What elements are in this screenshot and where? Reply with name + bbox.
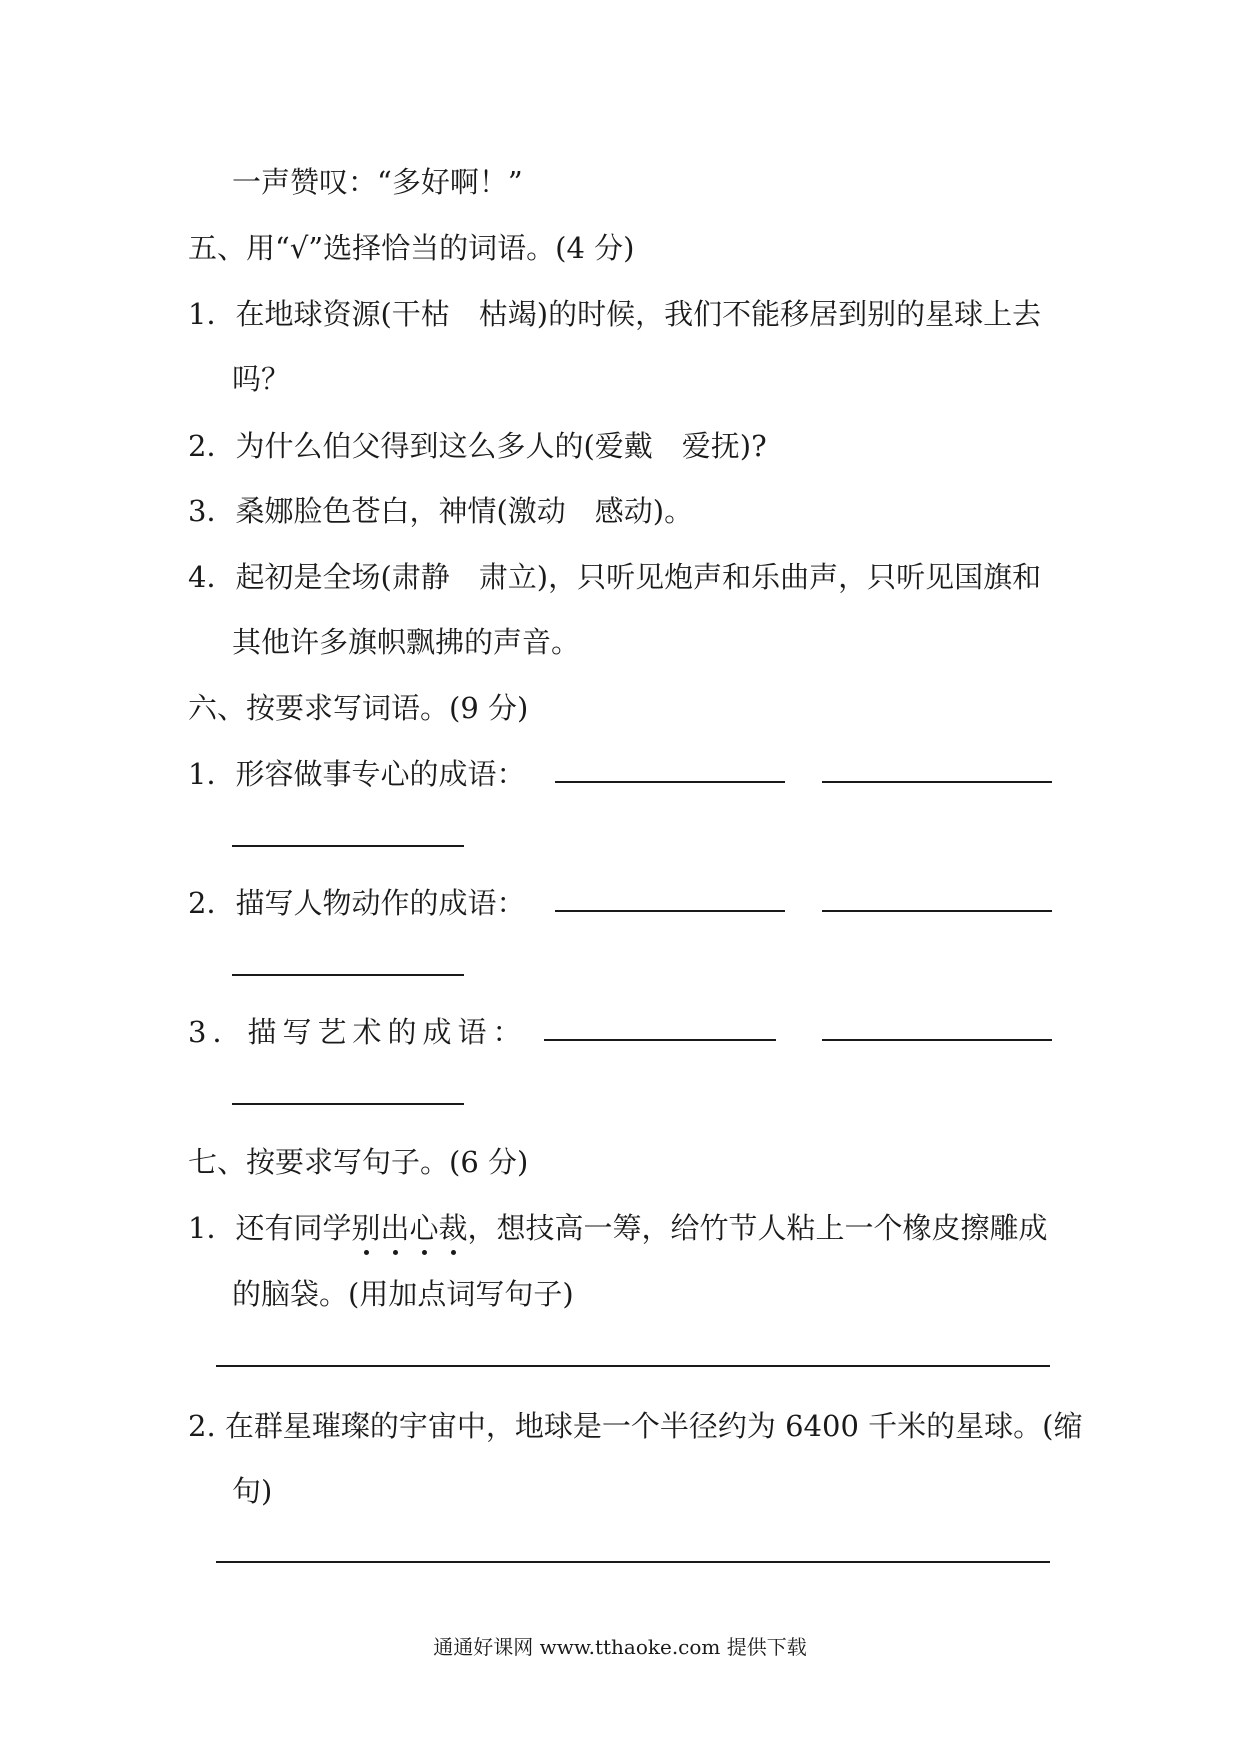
s6-question-1: 1．形容做事专心的成语：	[188, 757, 526, 791]
s7-question-1: 1．还有同学别出心裁，想技高一筹，给竹节人粘上一个橡皮擦雕成	[188, 1211, 1048, 1245]
s7-q1-answer-line[interactable]	[216, 1365, 1050, 1367]
s7-q2-answer-line[interactable]	[216, 1561, 1050, 1563]
s6-q2-answer-blank-3[interactable]	[232, 974, 464, 976]
s6-q1-answer-blank-3[interactable]	[232, 845, 464, 847]
s5-question-2: 2．为什么伯父得到这么多人的(爱戴 爱抚)?	[188, 429, 767, 463]
s5-question-1: 1．在地球资源(干枯 枯竭)的时候，我们不能移居到别的星球上去	[188, 297, 1042, 331]
emphasis-dot	[393, 1250, 398, 1255]
s5-question-4: 4．起初是全场(肃静 肃立)，只听见炮声和乐曲声，只听见国旗和	[188, 560, 1042, 594]
section-5-heading: 五、用“√”选择恰当的词语。(4 分)	[188, 231, 635, 265]
s6-q3-answer-blank-2[interactable]	[822, 1039, 1052, 1041]
emphasis-dot	[422, 1250, 427, 1255]
s5-question-1-cont: 吗？	[232, 362, 291, 396]
s6-q3-answer-blank-1[interactable]	[544, 1039, 776, 1041]
s7-question-1-cont: 的脑袋。(用加点词写句子)	[232, 1277, 574, 1311]
s6-question-2: 2．描写人物动作的成语：	[188, 886, 526, 920]
section-7-heading: 七、按要求写句子。(6 分)	[188, 1145, 529, 1179]
carryover-text: 一声赞叹：“多好啊！”	[232, 165, 523, 199]
s5-question-4-cont: 其他许多旗帜飘拂的声音。	[232, 625, 581, 659]
s6-question-3: 3．描写艺术的成语：	[188, 1015, 528, 1049]
s6-q1-answer-blank-2[interactable]	[822, 781, 1052, 783]
s7-question-2: 2. 在群星璀璨的宇宙中，地球是一个半径约为 6400 千米的星球。(缩	[188, 1409, 1083, 1443]
s6-q1-answer-blank-1[interactable]	[555, 781, 785, 783]
section-6-heading: 六、按要求写词语。(9 分)	[188, 691, 529, 725]
s5-question-3: 3．桑娜脸色苍白，神情(激动 感动)。	[188, 494, 694, 528]
emphasis-dot	[364, 1250, 369, 1255]
emphasis-dot	[451, 1250, 456, 1255]
s6-q2-answer-blank-2[interactable]	[822, 910, 1052, 912]
s7-question-2-cont: 句)	[232, 1474, 273, 1508]
footer-watermark: 通通好课网 www.tthaoke.com 提供下载	[433, 1635, 807, 1659]
s6-q3-answer-blank-3[interactable]	[232, 1103, 464, 1105]
s6-q2-answer-blank-1[interactable]	[555, 910, 785, 912]
